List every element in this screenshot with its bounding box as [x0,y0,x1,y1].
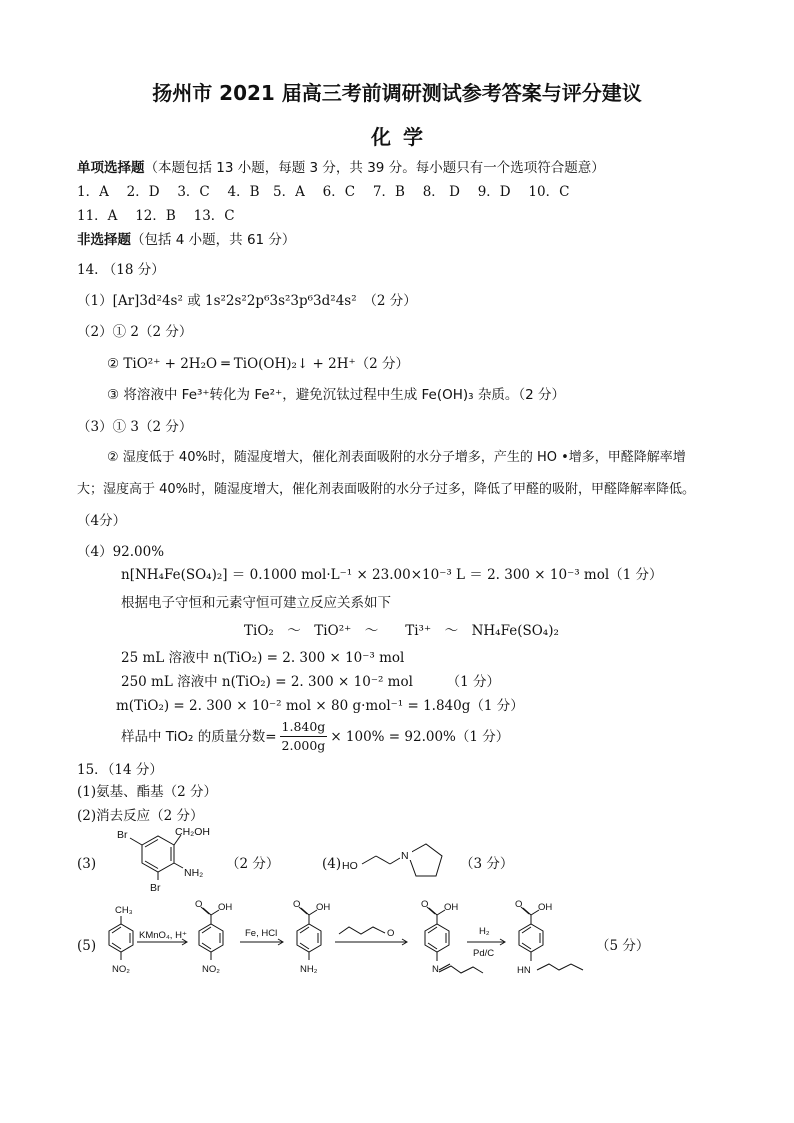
q14-part3-1: （3）① 3（2 分） [77,419,193,435]
reagent-pdc: Pd/C [473,948,495,959]
benzene-ring [142,836,174,872]
q15-part1: (1)氨基、酯基（2 分） [77,784,218,800]
section2-desc: （包括 4 小题，共 61 分） [131,232,296,248]
oh-label-e: OH [538,902,553,913]
q14-part2-3: ③ 将溶液中 Fe³⁺转化为 Fe²⁺，避免沉钛过程中生成 Fe(OH)₃ 杂质。（2 分） [107,387,565,403]
br-bottom-label: Br [150,882,161,894]
q15-part3-score: （2 分） [226,856,280,872]
fraction-denominator: 2.000g [281,738,326,753]
q14-header: 14. （18 分） [77,262,165,278]
q15-part3-label: (3) [77,856,97,872]
q14-part4-calc3: 250 mL 溶液中 n(TiO₂) = 2. 300 × 10⁻² mol （1 分） [121,674,501,690]
q15-part5-score: （5 分） [596,938,650,954]
mc-answers-row2: 11．A 12．B 13．C [77,208,235,224]
section1-heading: 单项选择题 [77,160,145,176]
nh2-label-c: NH₂ [300,964,318,975]
ch2oh-label: CH₂OH [175,826,210,838]
page-title: 扬州市 2021 届高三考前调研测试参考答案与评分建议 [152,81,642,105]
q15-part4-label: (4) [322,856,342,872]
fraction-numerator: 1.840g [280,718,328,737]
o-label-d: O [421,899,429,910]
pyrrolidine-ring [408,844,442,876]
section2-heading: 非选择题 [77,232,131,248]
q14-part4-calc1: n[NH₄Fe(SO₄)₂] ＝ 0.1000 mol·L⁻¹ × 23.00×10⁻³ L ＝ 2. 300 × 10⁻³ mol（1 分） [121,567,663,583]
q14-part4-answer: （4）92.00% [77,544,165,560]
hn-label-e: HN [517,965,531,976]
structure-3-diagram [95,825,210,894]
no2-label-a: NO₂ [112,964,130,975]
o-label-e: O [515,899,523,910]
o-label-butanal: O [387,928,395,939]
oh-label-c: OH [316,902,331,913]
q14-part3-2a: ② 湿度低于 40%时，随湿度增大，催化剂表面吸附的水分子增多，产生的 HO •增多，甲醛降解率增 [107,450,686,465]
o-label-b: O [195,899,203,910]
q14-part4-fraction-line [121,718,509,755]
section1-heading-line [77,159,605,177]
o-label-c: O [293,899,301,910]
n-label-d: N [432,964,439,975]
mc-answers-row1: 1．A 2．D 3．C 4．B 5．A 6．C 7．B 8． D 9．D 10．C [77,184,570,200]
q14-part4-relation: TiO₂ ～ TiO²⁺ ～ Ti³⁺ ～ NH₄Fe(SO₄)₂ [244,623,559,639]
oh-label-b: OH [218,902,233,913]
q15-header: 15．（14 分） [77,762,163,778]
section2-heading-line [77,231,295,249]
oh-label-d: OH [444,902,459,913]
q14-part3-2c: （4分） [77,513,127,529]
mass-fraction [280,718,328,755]
q15-part4-score: （3 分） [460,856,514,872]
ch3-label: CH₃ [115,905,133,916]
subject-title: 化学 [371,125,435,149]
structure-4-diagram [338,830,456,890]
q14-part4-calc2: 25 mL 溶液中 n(TiO₂) = 2. 300 × 10⁻³ mol [121,650,405,666]
section1-desc: （本题包括 13 小题，每题 3 分，共 39 分。每小题只有一个选项符合题意） [144,160,605,176]
q14-part2-1: （2）① 2（2 分） [77,324,193,340]
q14-part2-2: ② TiO²⁺ + 2H₂O ═ TiO(OH)₂↓ + 2H⁺（2 分） [107,356,410,372]
q14-part1: （1）[Ar]3d²4s² 或 1s²2s²2p⁶3s²3p⁶3d²4s² （2 分） [77,293,417,309]
reagent-kmno4: KMnO₄, H⁺ [139,930,187,941]
n-label: N [401,850,409,862]
ho-label: HO [342,860,358,872]
q15-part2: (2)消去反应（2 分） [77,808,204,824]
reagent-fe-hcl: Fe, HCl [245,928,278,939]
reagent-h2: H₂ [479,926,490,937]
mass-fraction-result: × 100% = 92.00%（1 分） [330,728,510,745]
synthesis-scheme [95,898,595,988]
mass-fraction-label: 样品中 TiO₂ 的质量分数= [121,728,277,745]
q14-part3-2b: 大；湿度高于 40%时，随湿度增大，催化剂表面吸附的水分子过多，降低了甲醛的吸附，甲醛降解率降低。 [77,482,696,497]
q14-part4-calc4: m(TiO₂) = 2. 300 × 10⁻² mol × 80 g·mol⁻¹ = 1.840g（1 分） [116,698,524,714]
no2-label-b: NO₂ [202,964,220,975]
nh2-label: NH₂ [184,867,204,879]
br-top-label: Br [117,829,128,841]
q15-part5-label: (5) [77,938,97,954]
q14-part4-relation-intro: 根据电子守恒和元素守恒可建立反应关系如下 [121,595,391,611]
